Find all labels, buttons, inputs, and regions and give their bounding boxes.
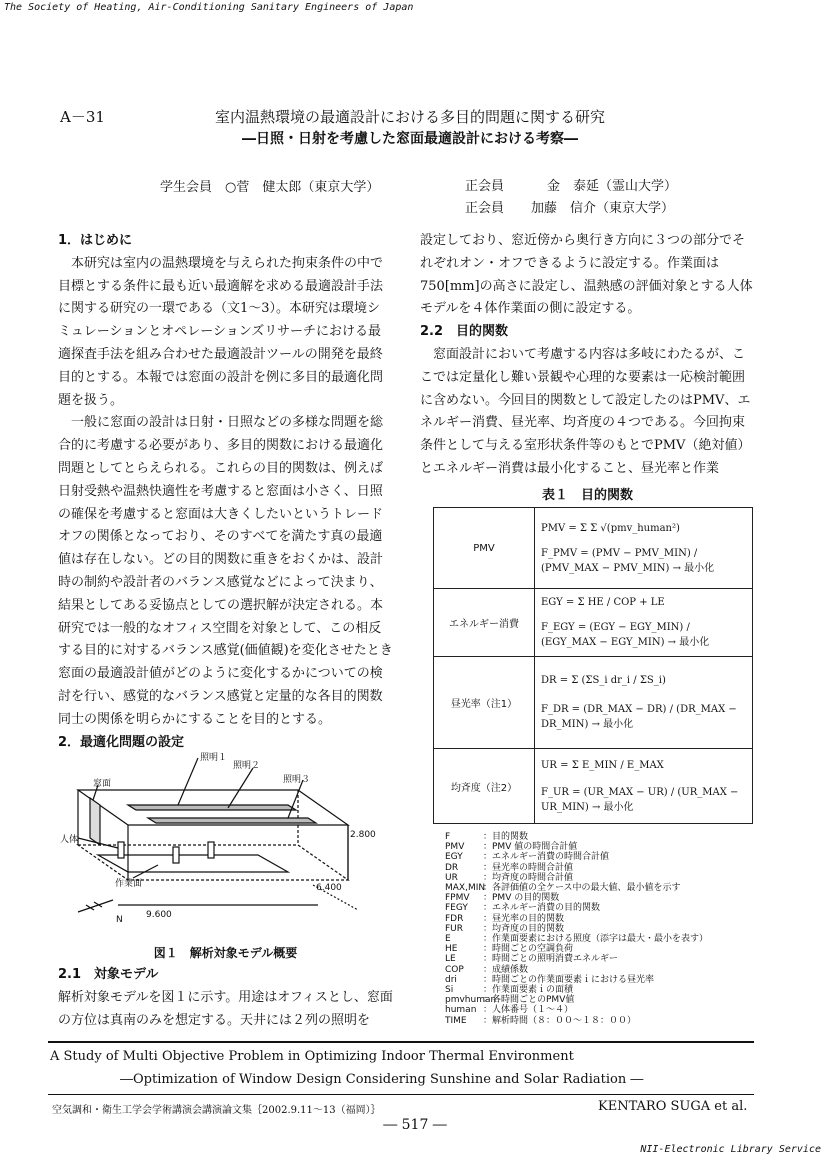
paragraph: 窓面設計において考慮する内容は多岐にわたるが、ここでは定量化し難い景観や心理的な要素は一応検討範囲に含めない。今回目的関数として設定したのはPMV、エネルギー消費、昼光率、均斉度の４つである。今回拘束条件として与える室形状条件等のもとでPMV（絶対値）とエネルギー消費は最小化すること、昼光率と作業 [420,346,751,476]
legend-item: PMV ：PMV 値の時間合計値 [445,842,578,853]
figure-1 [58,750,393,940]
section-heading: 1．はじめに [58,233,133,248]
table-row [434,508,753,589]
legend-item: HE ：時間ごとの空調負荷 [445,944,574,955]
page-number: ― 517 ― [383,1117,447,1133]
paper-title: 室内温熱環境の最適設計における多目的問題に関する研究 [214,108,605,126]
legend-item: FPMV ：PMV の目的関数 [445,893,560,904]
english-subtitle: ―Optimization of Window Design Considering Sunshine and Solar Radiation ― [120,1072,644,1087]
label-height: 2.800 [350,830,376,840]
paragraph: 一般に窓面の設計は日射・日照などの多様な問題を総合的に考慮する必要があり、多目的関数における最適化問題としてとらえられる。これらの目的関数は、例えば日射受熱や温熱快適性を考慮すると窓面は小さく、日照の確保を考慮すると窓面は大きくしたいというトレードオフの関係となっており、そのすべてを満たす真の最適値は存在しない。どの目的関数に重きをおくかは、設計時の制約や設計者のバランス感覚などによって決まり、結果としてある妥協点としての選択解が決定される。本研究では一般的なオフィス空間を対象として、この相反する目的に対するバランス感覚(価値観)を変化させたとき窓面の最適設計値がどのように変化するかについての検討を行い、感覚的なバランス感覚と定量的な各目的関数同士の関係を明らかにすることを目的とする。 [58,415,393,727]
paragraph: 解析対象モデルを図１に示す。用途はオフィスとし、窓面の方位は真南のみを想定する。天井には２列の照明を [58,989,393,1028]
section-heading: 2．最適化問題の設定 [58,734,185,750]
separator-rule [48,1094,754,1095]
label-width: 9.600 [146,910,172,920]
table-row [434,589,753,657]
row-formula: UR = Σ E_MIN / E_MAX F_UR = (UR_MAX − UR) / (UR_MAX − UR_MIN) → 最小化 [535,749,753,824]
legend-item: COP ：成績係数 [445,964,529,975]
row-label: 均斉度（注2） [434,749,535,824]
legend-item: FEGY ：エネルギー消費の目的関数 [445,903,601,914]
journal-header: The Society of Heating, Air-Conditioning Sanitary Engineers of Japan [4,2,414,13]
paper-id: A－31 [60,108,105,126]
label-person: 人体 [60,835,79,845]
label-north: N [116,915,123,925]
table-row [434,749,753,824]
row-formula: DR = Σ (ΣS_i dr_i / ΣS_i) F_DR = (DR_MAX − DR) / (DR_MAX − DR_MIN) → 最小化 [535,657,753,749]
label-light1: 照明１ [200,753,228,763]
proceedings-note: 空気調和・衛生工学会学術講演会講演論文集｛2002.9.11～13（福岡）｝ [52,1105,381,1116]
legend-item: Si ：作業面要素ｉの面積 [445,985,574,996]
figure-caption: 図１ 解析対象モデル概要 [153,946,298,960]
section-heading: 2.2 目的関数 [420,324,509,340]
label-light3: 照明３ [283,775,311,785]
legend-item: DR ：昼光率の時間合計値 [445,862,574,873]
objective-function-table [433,507,753,824]
table-title: 表１ 目的関数 [541,488,633,503]
author-right-row: 正会員 加藤 信介（東京大学） [465,201,675,216]
left-column-bottom [58,964,393,1032]
table-row [434,657,753,749]
author-left: 学生会員 ○菅 健太郎（東京大学） [160,180,380,195]
label-light2: 照明２ [233,761,261,771]
paragraph: 本研究は室内の温熱環境を与えられた拘束条件の中で目標とする条件に最も近い最適解を求める最適設計手法に関する研究の一環である（文1～3）。本研究は環境シミュレーションとオペレーションズリサーチにおける最適探査手法を組み合わせた最適設計ツールの開発を最終目的とする。本報では窓面の設計を例に多目的最適化問題を扱う。 [58,255,384,408]
legend-item: FDR ：昼光率の目的関数 [445,913,565,924]
legend-item: EGY ：エネルギー消費の時間合計値 [445,852,610,863]
left-column [58,230,393,754]
author-right-block [465,176,677,220]
legend-item: TIME ：解析時間（８：００～１８：００） [445,1015,637,1026]
legend-item: human ：人体番号（１～４） [445,1005,574,1016]
paragraph: 設定しており、窓近傍から奥行き方向に３つの部分でそれぞれオン・オフできるように設定する。作業面は750[mm]の高さに設定し、温熱感の評価対象とする人体モデルを４体作業面の側に設定する。 [420,233,753,317]
row-label: 昼光率（注1） [434,657,535,749]
library-footer: NII-Electronic Library Service [640,1144,821,1155]
author-right-row: 正会員 金 泰延（霊山大学） [465,179,678,194]
paper-subtitle: ―日照・日射を考慮した窓面最適設計における考察― [242,131,578,147]
separator-rule [48,1041,754,1043]
table-legend [445,832,755,1026]
legend-item: dri ：時間ごとの作業面要素ｉにおける昼光率 [445,974,655,985]
english-title: A Study of Multi Objective Problem in Optimizing Indoor Thermal Environment [50,1049,574,1064]
section-heading: 2.1 対象モデル [58,967,159,982]
right-column [420,230,755,481]
legend-item: UR ：均斉度の時間合計値 [445,872,574,883]
legend-item: E ：作業面要素における照度（添字は最大・最小を表す） [445,934,709,945]
label-window: 窓面 [93,779,112,789]
row-formula: PMV = Σ Σ √(pmv_human²) F_PMV = (PMV − PMV_MIN) / (PMV_MAX − PMV_MIN) → 最小化 [535,508,753,589]
row-formula: EGY = Σ HE / COP + LE F_EGY = (EGY − EGY_MIN) / (EGY_MAX − EGY_MIN) → 最小化 [535,589,753,657]
legend-item: F ：目的関数 [445,832,529,842]
legend-item: LE ：時間ごとの照明消費エネルギー [445,954,619,965]
legend-item: MAX,MIN：各評価値の全ケース中の最大値、最小値を示す [445,883,681,894]
english-author: KENTARO SUGA et al. [598,1099,748,1114]
row-label: PMV [434,508,535,589]
legend-item: pmvhuman：各時間ごとのPMV値 [445,995,575,1006]
label-workplane: 作業面 [115,879,143,889]
row-label: エネルギー消費 [434,589,535,657]
label-depth: 6.400 [316,883,342,893]
legend-item: FUR ：均斉度の目的関数 [445,923,565,934]
